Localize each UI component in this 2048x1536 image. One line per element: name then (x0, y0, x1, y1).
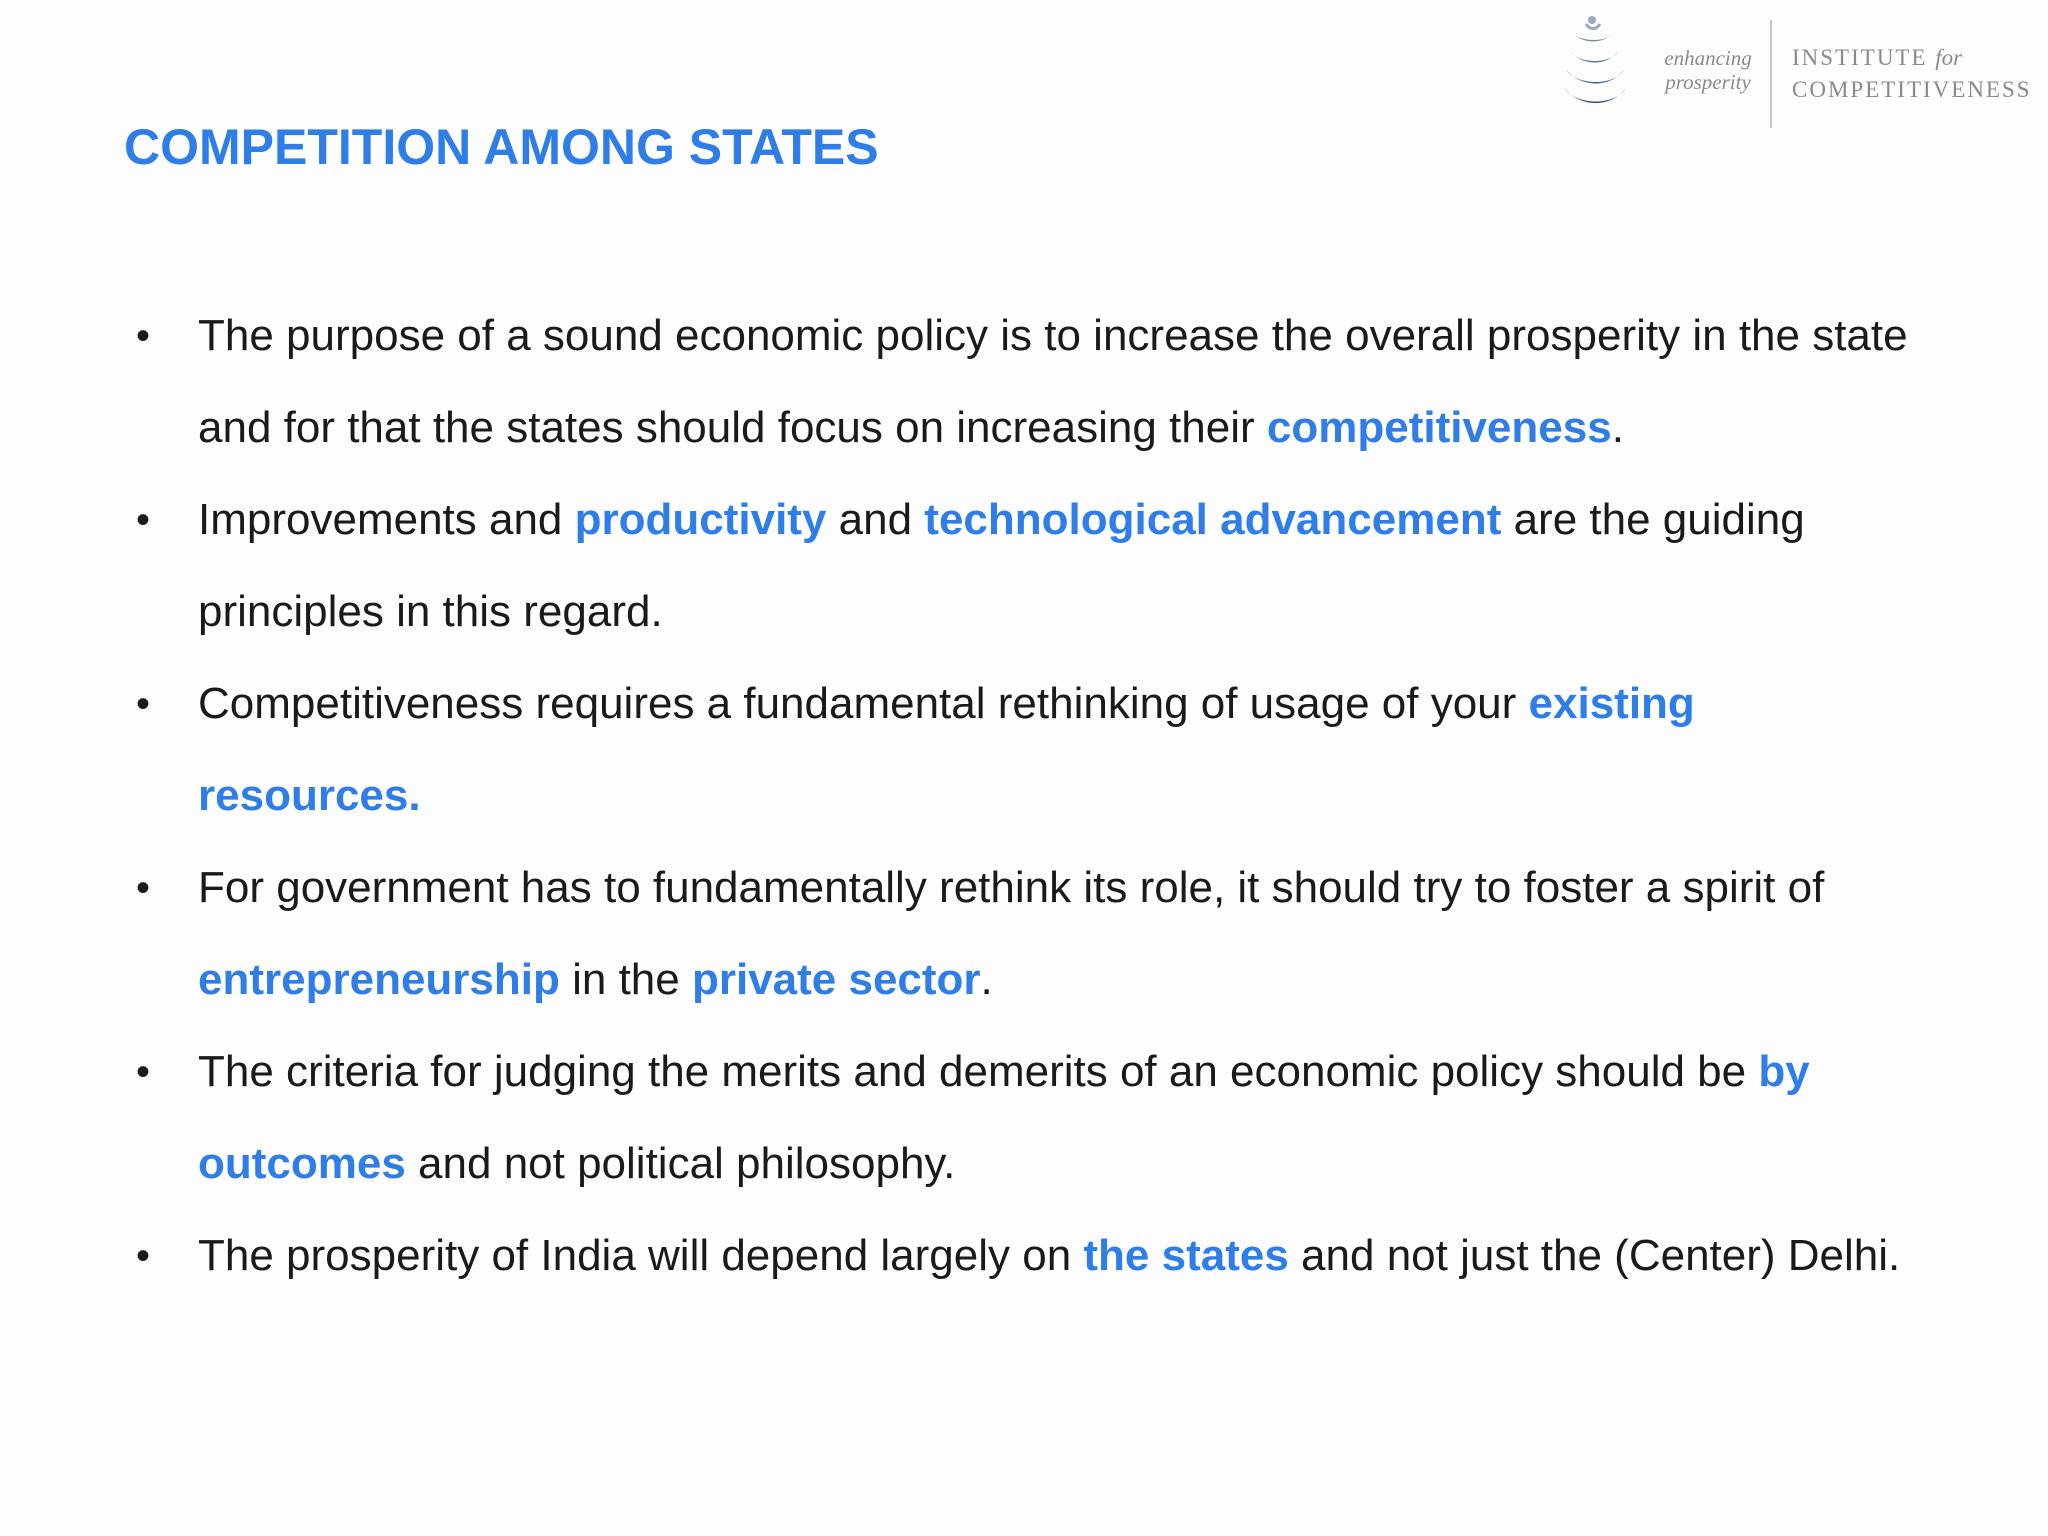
bullet-text: and not just the (Center) Delhi. (1288, 1231, 1901, 1280)
bullet-text: The purpose of a sound economic policy is to increase the overall prosperity in the state and for that the states should focus on increasing their (198, 311, 1908, 452)
highlight-text: productivity (574, 495, 827, 544)
bullet-text: are the guiding principles in this regard. (198, 495, 1805, 636)
bullet-text: . (980, 955, 993, 1004)
bullet-item (124, 658, 1924, 842)
highlight-text: entrepreneurship (198, 955, 560, 1004)
logo-tagline-line2: prosperity (1665, 70, 1751, 94)
bullet-text: . (1611, 403, 1624, 452)
institute-logo (1556, 8, 2036, 128)
highlight-text: the states (1083, 1231, 1289, 1280)
bullet-item (124, 290, 1924, 474)
bullet-text: and not political philosophy. (405, 1139, 956, 1188)
logo-name (1792, 42, 2032, 106)
bullet-text: in the (559, 955, 692, 1004)
logo-tagline-line1: enhancing (1664, 46, 1752, 70)
logo-name-line2: COMPETITIVENESS (1792, 77, 2032, 102)
highlight-text: existing resources. (198, 679, 1695, 820)
bullet-icon: • (136, 1050, 151, 1094)
bullet-icon: • (136, 498, 151, 542)
highlight-text: competitiveness (1266, 403, 1612, 452)
bullet-icon: • (136, 1234, 151, 1278)
bullet-text: Improvements and (198, 495, 575, 544)
leaf-stack-icon (1556, 8, 1636, 118)
logo-name-institute: INSTITUTE (1792, 45, 1928, 70)
highlight-text: technological advancement (924, 495, 1502, 544)
bullet-text: Competitiveness requires a fundamental rethinking of usage of your (198, 679, 1529, 728)
logo-divider (1770, 20, 1772, 128)
bullet-text: The prosperity of India will depend largely on (198, 1231, 1084, 1280)
bullet-text: and (826, 495, 925, 544)
bullet-text: The criteria for judging the merits and demerits of an economic policy should be (198, 1047, 1759, 1096)
logo-name-line1 (1792, 42, 2032, 74)
bullet-item (124, 1026, 1924, 1210)
slide-title: COMPETITION AMONG STATES (124, 119, 879, 175)
bullet-item (124, 1210, 1924, 1302)
bullet-text: For government has to fundamentally rethink its role, it should try to foster a spirit of (198, 863, 1825, 912)
bullet-icon: • (136, 866, 151, 910)
bullet-icon: • (136, 682, 151, 726)
bullet-item (124, 842, 1924, 1026)
bullet-icon: • (136, 314, 151, 358)
logo-tagline (1652, 46, 1764, 94)
highlight-text: private sector (691, 955, 981, 1004)
bullet-list (124, 290, 1924, 1302)
bullet-item (124, 474, 1924, 658)
logo-name-for: for (1935, 45, 1963, 70)
highlight-text: by outcomes (198, 1047, 1810, 1188)
